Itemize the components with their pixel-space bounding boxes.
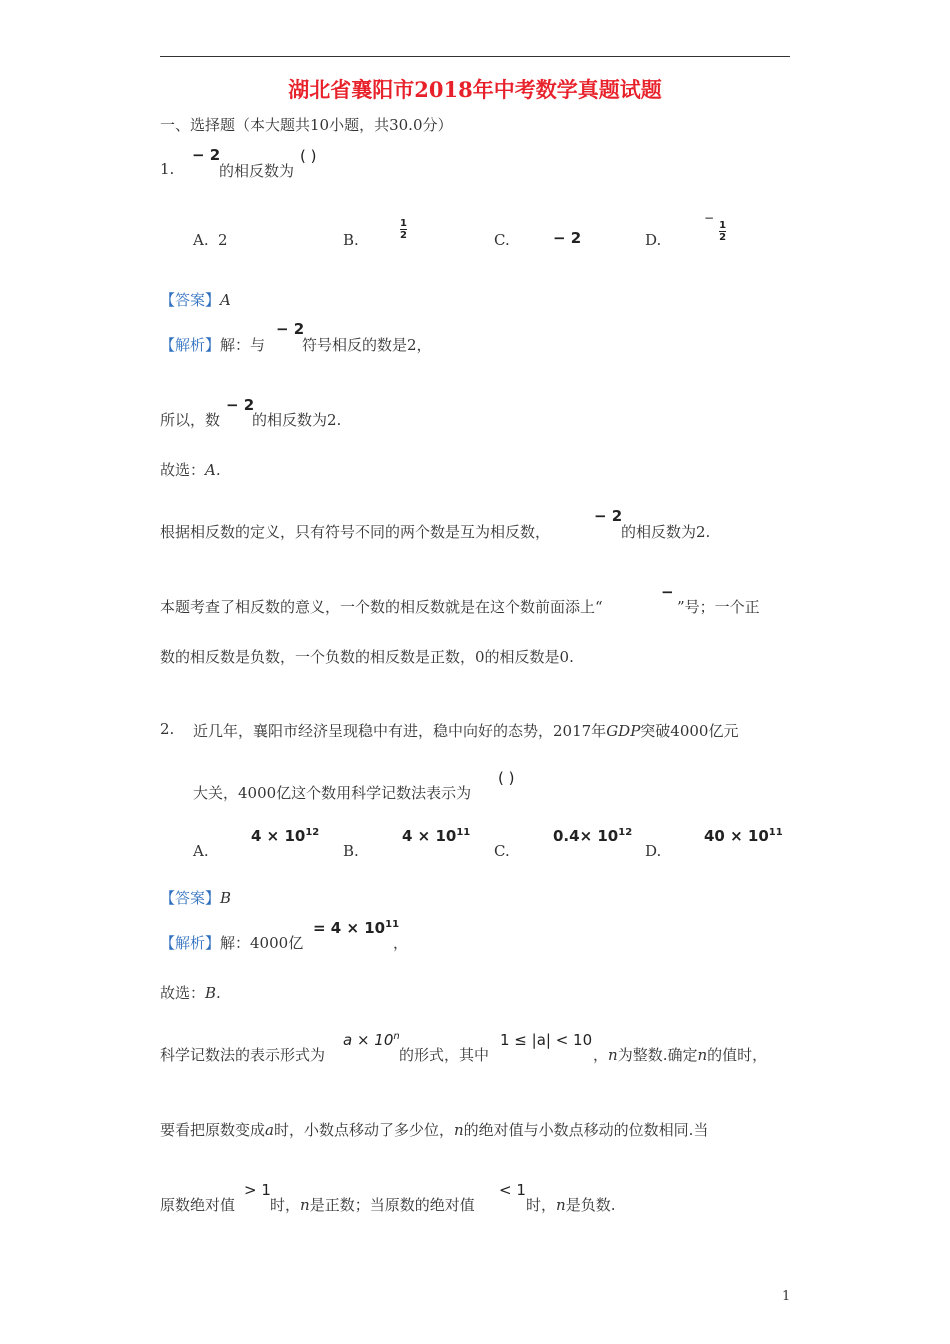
q1-answer <box>160 289 231 310</box>
text: 时， <box>270 1196 301 1214</box>
q1-analysis-line2: 所以，数 <box>160 411 221 429</box>
q2-analysis-line1 <box>160 932 303 953</box>
q2-opt-d-value <box>704 827 783 845</box>
q1-opt-a-value: 2 <box>218 231 228 249</box>
exp: n <box>393 1031 400 1042</box>
text: 近几年，襄阳市经济呈现稳中有进，稳中向好的态势，2017年 <box>193 722 607 740</box>
text: 为整数.确定 <box>617 1046 698 1064</box>
text: ， <box>593 1046 609 1064</box>
q1-opt-c-label: C. <box>494 231 510 249</box>
frac-den: 2 <box>719 232 727 243</box>
q2-range: 1 ≤ |a| < 10 <box>500 1031 593 1049</box>
text: 突破4000亿元 <box>640 722 739 740</box>
q1-analysis-line1 <box>160 334 265 355</box>
q2-opt-b-label: B. <box>343 842 359 860</box>
exp: 12 <box>618 827 633 838</box>
q1-opt-c-value: − 2 <box>553 229 582 247</box>
base: a × 10 <box>343 1031 394 1049</box>
answer-tag: 【答案】 <box>160 291 221 309</box>
q1-analysis-line5: 本题考查了相反数的意义，一个数的相反数就是在这个数前面添上“ <box>160 598 603 616</box>
section-heading: 一、选择题（本大题共10小题，共30.0分） <box>160 116 453 134</box>
choice-value: B. <box>205 984 221 1002</box>
q1-stem: 的相反数为 <box>219 162 295 180</box>
gdp: GDP <box>606 722 641 740</box>
base: 4 × 10 <box>402 827 457 845</box>
q1-choice <box>160 459 221 480</box>
q1-analysis-line1-end: 符号相反的数是2， <box>302 336 432 354</box>
frac-den: 2 <box>400 230 407 241</box>
q1-analysis-expr2: − 2 <box>226 396 255 414</box>
q2-analysis-line3-mid: 的形式，其中 <box>399 1046 490 1064</box>
q2-analysis-line3-end <box>593 1044 767 1065</box>
q2-analysis-line4 <box>160 1119 708 1140</box>
text: 故选： <box>160 984 206 1002</box>
exp: 11 <box>385 919 400 930</box>
page-title: 湖北省襄阳市2018年中考数学真题试题 <box>288 77 662 102</box>
exp: 12 <box>305 827 320 838</box>
q1-analysis-line2-end: 的相反数为2. <box>252 411 342 429</box>
q2-analysis-line5-end <box>526 1194 615 1215</box>
q1-analysis-sign: − <box>661 583 674 601</box>
n: n <box>453 1121 464 1139</box>
n: n <box>556 1196 566 1214</box>
q2-opt-b-value <box>402 827 470 845</box>
q2-number: 2. <box>160 720 175 738</box>
q1-opt-d-value <box>704 211 726 243</box>
page-number: 1 <box>782 1289 791 1304</box>
q2-analysis-line5-mid <box>270 1194 475 1215</box>
q1-analysis-line6: 数的相反数是负数，一个负数的相反数是正数，0的相反数是0. <box>160 648 574 666</box>
minus-sign: − <box>704 211 715 225</box>
text: 时，小数点移动了多少位， <box>273 1121 454 1139</box>
text: 故选： <box>160 461 206 479</box>
frac-num: 1 <box>719 220 727 231</box>
text: 解：与 <box>220 336 266 354</box>
text: 要看把原数变成 <box>160 1121 266 1139</box>
q1-analysis-line4: 根据相反数的定义，只有符号不同的两个数是互为相反数， <box>160 523 551 541</box>
text: 的值时， <box>707 1046 768 1064</box>
q2-stem-line1 <box>193 720 738 741</box>
text: 解：4000亿 <box>220 934 304 952</box>
q1-analysis-expr4: − 2 <box>594 507 623 525</box>
q1-paren: ( ) <box>300 147 317 165</box>
base: 0.4× 10 <box>553 827 619 845</box>
header-rule <box>160 56 790 57</box>
q1-opt-a-label: A. <box>193 231 209 249</box>
q1-analysis-expr1: − 2 <box>276 320 305 338</box>
answer-value: A <box>220 291 231 309</box>
q1-opt-d-label: D. <box>645 231 662 249</box>
analysis-tag: 【解析】 <box>160 934 221 952</box>
q2-opt-a-label: A. <box>193 842 209 860</box>
frac-num: 1 <box>400 218 407 229</box>
q2-stem-line2: 大关，4000亿这个数用科学记数法表示为 <box>193 784 472 802</box>
q2-gt: > 1 <box>244 1181 271 1199</box>
q2-analysis-line5: 原数绝对值 <box>160 1196 236 1214</box>
q1-number: 1. <box>160 160 175 178</box>
answer-tag: 【答案】 <box>160 889 221 907</box>
q2-form <box>343 1031 400 1049</box>
q2-analysis-line1-end: ， <box>393 934 409 952</box>
text: 是负数. <box>565 1196 616 1214</box>
text: 的绝对值与小数点移动的位数相同.当 <box>463 1121 709 1139</box>
n: n <box>300 1196 310 1214</box>
text: 时， <box>526 1196 557 1214</box>
n: n <box>608 1046 618 1064</box>
analysis-tag: 【解析】 <box>160 336 221 354</box>
q2-analysis-expr1 <box>313 919 399 937</box>
answer-value: B <box>220 889 232 907</box>
exp: 11 <box>456 827 471 838</box>
q2-choice <box>160 982 221 1003</box>
base: 40 × 10 <box>704 827 769 845</box>
a: a <box>265 1121 274 1139</box>
q2-opt-a-value <box>251 827 319 845</box>
q2-answer <box>160 887 231 908</box>
q2-paren: ( ) <box>498 769 515 787</box>
q1-analysis-line4-end: 的相反数为2. <box>621 523 711 541</box>
q2-opt-c-label: C. <box>494 842 510 860</box>
q1-opt-b-fraction <box>400 211 407 241</box>
q1-expr: − 2 <box>192 146 221 164</box>
q2-opt-c-value <box>553 827 632 845</box>
text: 是正数；当原数的绝对值 <box>309 1196 475 1214</box>
q2-analysis-line3: 科学记数法的表示形式为 <box>160 1046 326 1064</box>
exp: 11 <box>768 827 783 838</box>
base: 4 × 10 <box>251 827 306 845</box>
q2-opt-d-label: D. <box>645 842 662 860</box>
q2-lt: < 1 <box>499 1181 526 1199</box>
q1-opt-b-label: B. <box>343 231 359 249</box>
q1-analysis-line5-end: ”号；一个正 <box>677 598 760 616</box>
n: n <box>697 1046 708 1064</box>
choice-value: A. <box>205 461 221 479</box>
base: = 4 × 10 <box>313 919 386 937</box>
